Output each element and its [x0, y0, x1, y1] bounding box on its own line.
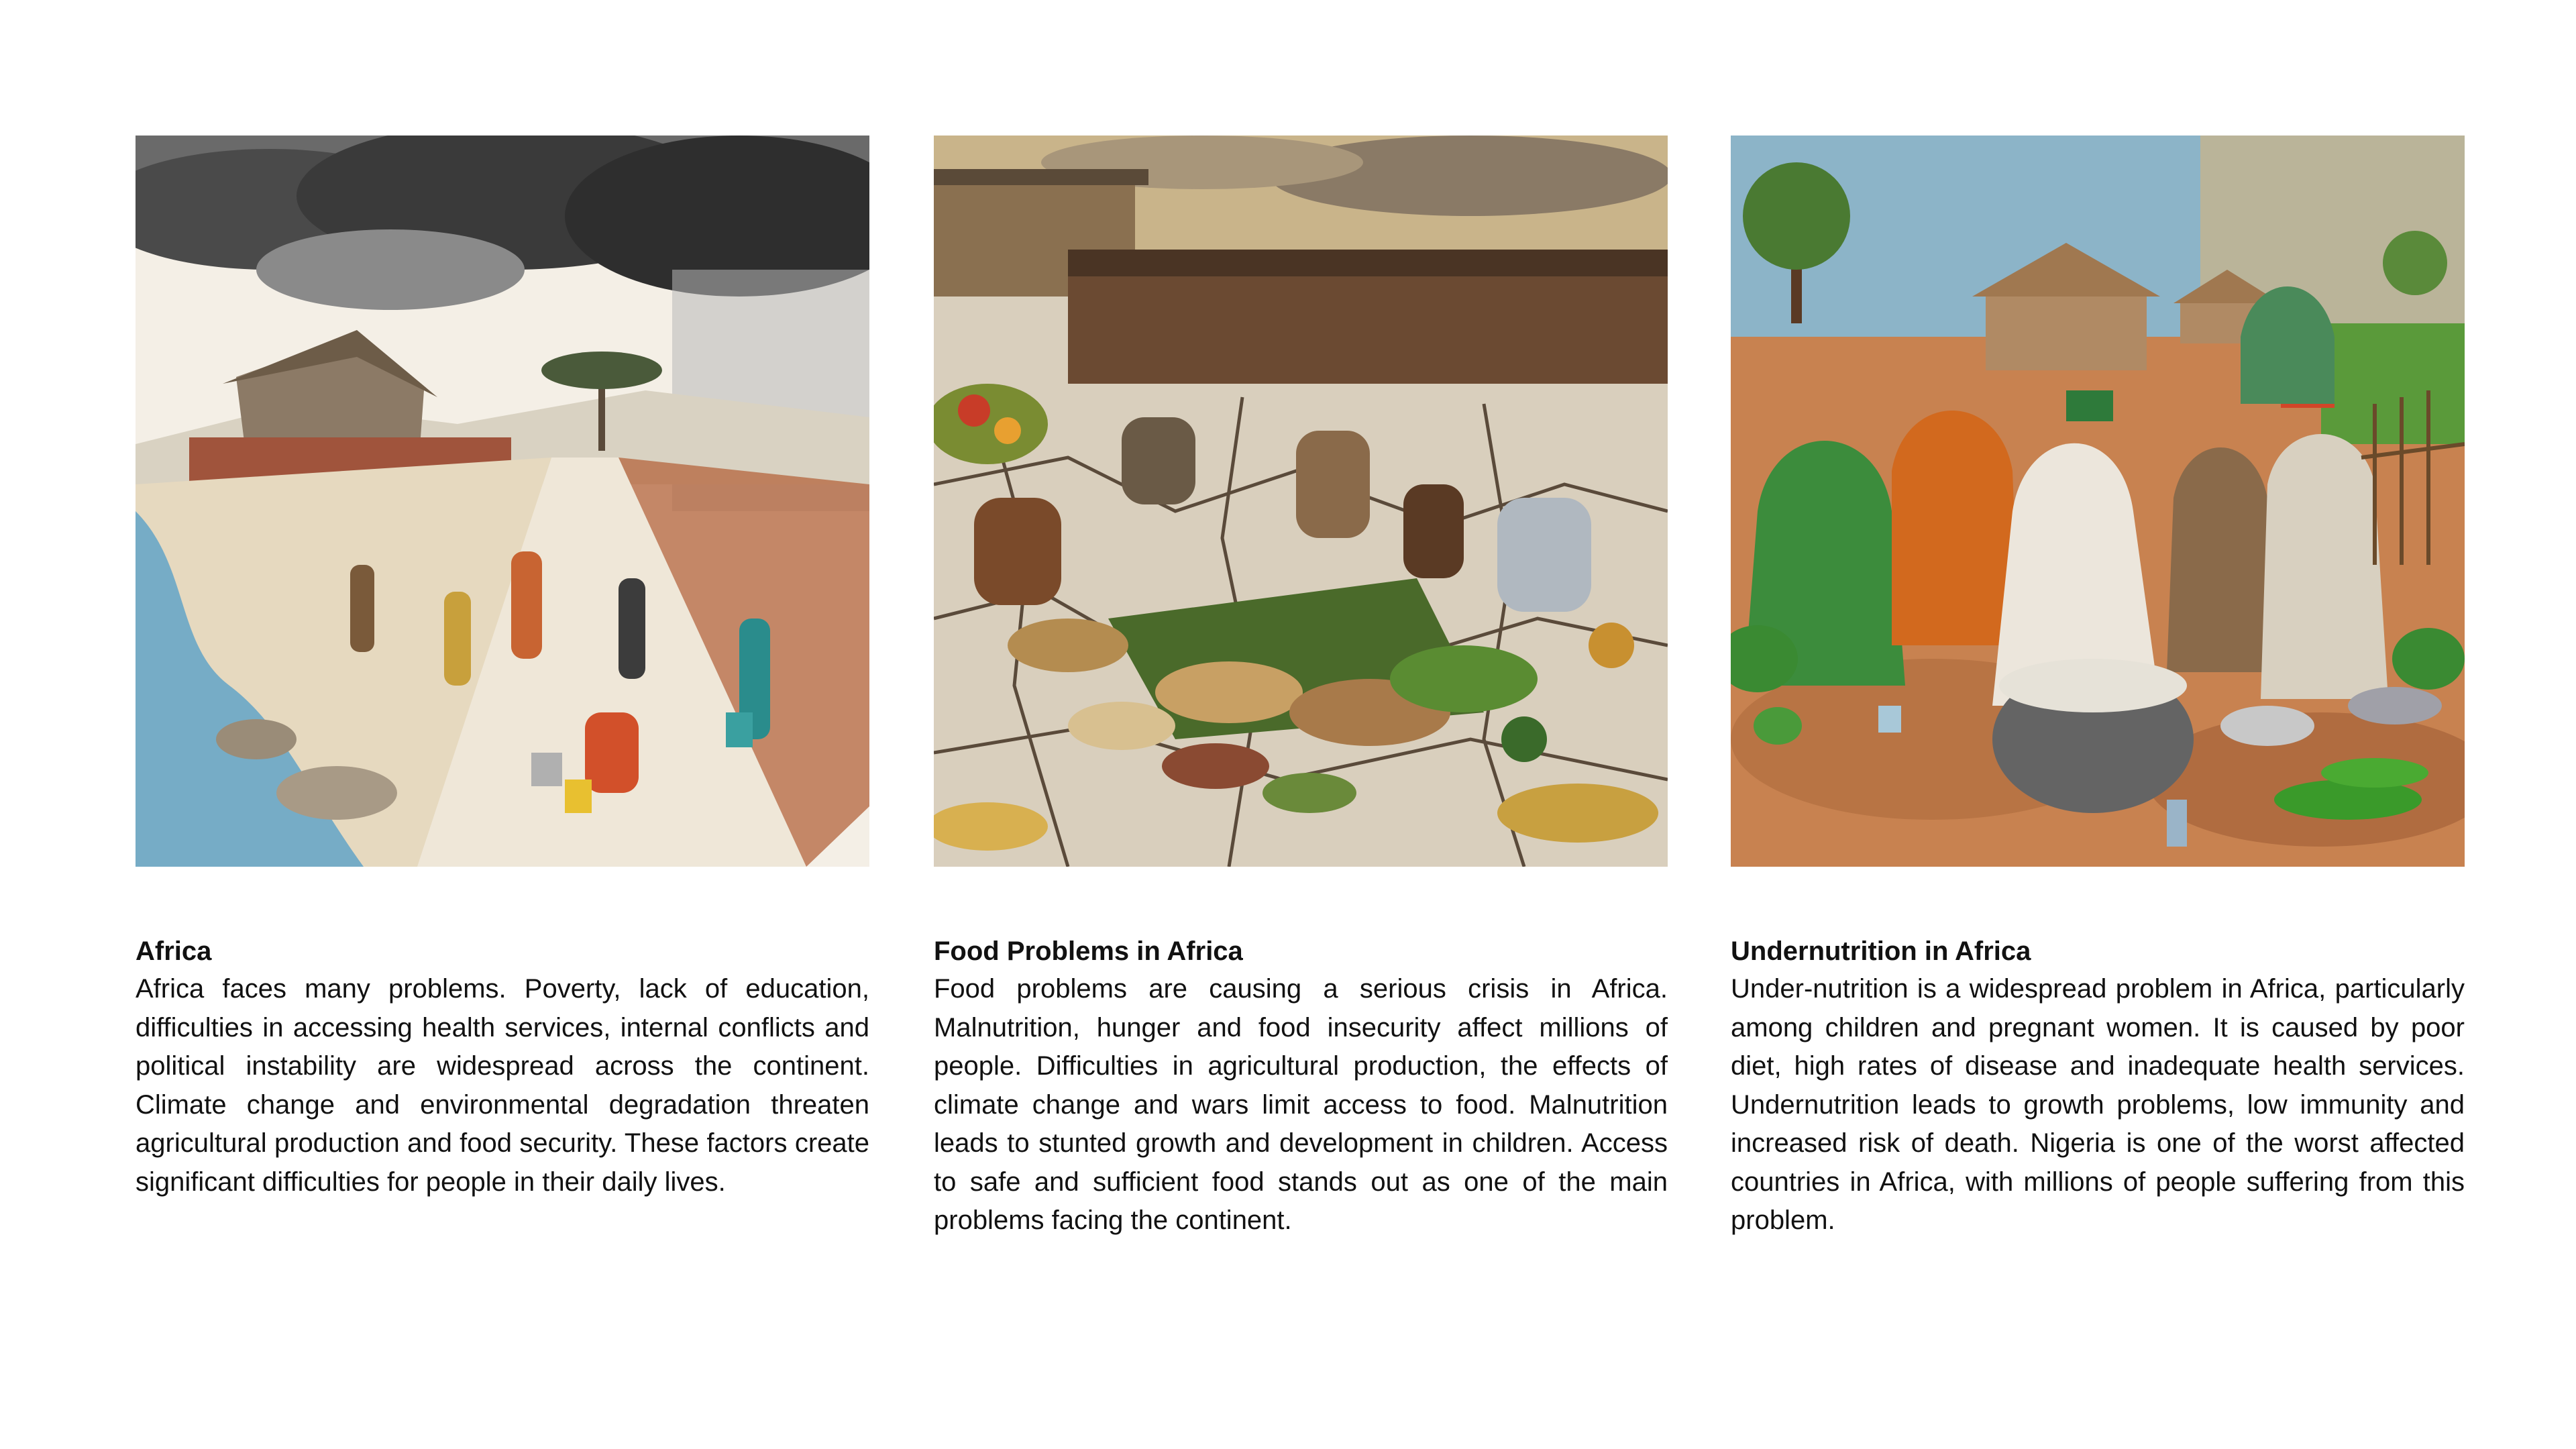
panel-body-text: Under-nutrition is a widespread problem in Africa, particularly among children and pregnant women. It is caused by poor diet, high rates of disease and inadequate health services. Undernutrition leads to growth problems, low immunity and increased risk of death. Nigeria is one of the worst affected countries in Africa, with millions of people suffering from this problem. — [1731, 974, 2465, 1235]
panel-africa — [136, 136, 869, 1201]
caption-africa — [136, 932, 869, 1201]
panel-title: Undernutrition in Africa — [1731, 936, 2031, 966]
panel-body-text: Food problems are causing a serious crisis in Africa. Malnutrition, hunger and food insecurity affect millions of people. Difficulties in agricultural production, the effects of climate change and wars limit access to food. Malnutrition leads to stunted growth and development in children. Access to safe and sufficient food stands out as one of the main problems facing the continent. — [934, 974, 1668, 1235]
caption-food-problems — [934, 932, 1668, 1240]
illustration-undernutrition — [1731, 136, 2465, 867]
panel-body-text: Africa faces many problems. Poverty, lack of education, difficulties in accessing health services, internal conflicts and political instability are widespread across the continent. Climate change and environmental degradation threaten agricultural production and food security. These factors create significant difficulties for people in their daily lives. — [136, 974, 869, 1197]
panel-food-problems — [934, 136, 1668, 1240]
panel-undernutrition — [1731, 136, 2465, 1240]
illustration-food-problems — [934, 136, 1668, 867]
caption-undernutrition — [1731, 932, 2465, 1240]
illustration-africa-daily-life — [136, 136, 869, 867]
panel-title: Food Problems in Africa — [934, 936, 1243, 966]
panel-title: Africa — [136, 936, 212, 966]
